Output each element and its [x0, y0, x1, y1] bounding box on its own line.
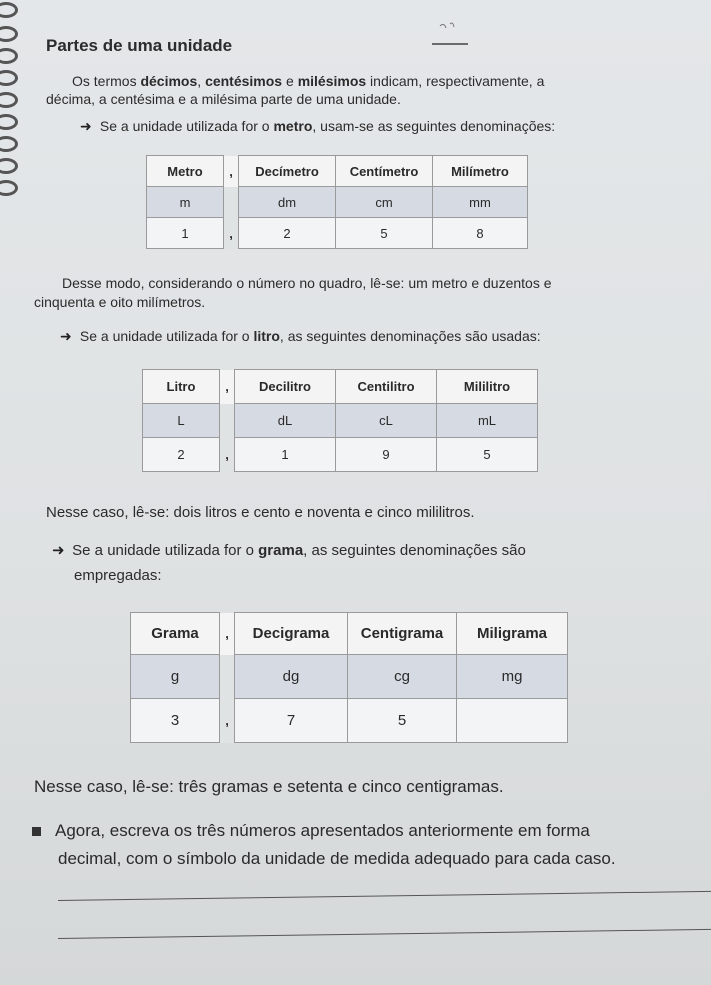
header-decilitro: Decilitro: [235, 370, 336, 404]
value-cell: 2: [143, 438, 220, 472]
pencil-mark: [430, 18, 470, 48]
value-cell: 1: [235, 438, 336, 472]
value-cell: 9: [336, 438, 437, 472]
header-decimetro: Decímetro: [239, 156, 336, 187]
answer-line[interactable]: [58, 929, 711, 939]
symbol-cg: cg: [348, 655, 457, 699]
bullet-grama-line2: empregadas:: [74, 567, 162, 584]
value-cell: 1: [147, 218, 224, 249]
header-centilitro: Centilitro: [336, 370, 437, 404]
bullet-bold: metro: [273, 118, 313, 134]
bullet-text: , usam-se as seguintes denominações:: [312, 118, 556, 134]
value-cell: 5: [336, 218, 433, 249]
value-cell: 2: [239, 218, 336, 249]
value-cell: 5: [348, 699, 457, 743]
value-cell: [457, 699, 568, 743]
task-line1: [32, 818, 590, 844]
header-metro: Metro: [147, 156, 224, 187]
value-comma: ,: [224, 218, 239, 249]
bullet-text: Se a unidade utilizada for o: [72, 542, 259, 559]
value-cell: 8: [433, 218, 528, 249]
bullet-grama: [52, 540, 526, 562]
header-centimetro: Centímetro: [336, 156, 433, 187]
bullet-text: , as seguintes denominações são: [303, 542, 526, 559]
read-metro-line2: cinquenta e oito milímetros.: [34, 294, 206, 310]
intro-bold-decimos: décimos: [140, 73, 198, 89]
value-comma: ,: [220, 699, 235, 743]
header-centigrama: Centigrama: [348, 613, 457, 655]
bullet-bold: grama: [258, 542, 304, 559]
intro-text: Os termos: [72, 73, 141, 89]
header-grama: Grama: [131, 613, 220, 655]
intro-text: e: [282, 73, 298, 89]
task-line2: decimal, com o símbolo da unidade de medida adequado para cada caso.: [58, 849, 616, 868]
square-bullet-icon: [32, 827, 41, 836]
symbol-dg: dg: [235, 655, 348, 699]
value-cell: 3: [131, 699, 220, 743]
value-comma: ,: [220, 438, 235, 472]
bullet-text: Se a unidade utilizada for o: [99, 118, 274, 134]
header-comma: ,: [224, 156, 239, 187]
bullet-litro: [60, 327, 541, 346]
symbol-L: L: [143, 404, 220, 438]
header-miligrama: Miligrama: [457, 613, 568, 655]
spiral-binding: [0, 0, 16, 200]
symbol-sep: [220, 404, 235, 438]
table-litro: [142, 369, 538, 472]
read-metro-line1: Desse modo, considerando o número no quadro, lê-se: um metro e duzentos e: [62, 275, 552, 291]
value-cell: 7: [235, 699, 348, 743]
table-metro: [146, 155, 528, 249]
symbol-sep: [224, 187, 239, 218]
symbol-dL: dL: [235, 404, 336, 438]
answer-line[interactable]: [58, 891, 711, 901]
header-milimetro: Milímetro: [433, 156, 528, 187]
header-mililitro: Mililitro: [437, 370, 538, 404]
intro-line2: décima, a centésima e a milésima parte de uma unidade.: [46, 91, 401, 107]
arrow-right-icon: ➜: [80, 118, 92, 134]
task-text: Agora, escreva os três números apresentados anteriormente em forma: [55, 821, 590, 840]
header-litro: Litro: [143, 370, 220, 404]
symbol-g: g: [131, 655, 220, 699]
page-title: Partes de uma unidade: [46, 36, 233, 55]
header-comma: ,: [220, 613, 235, 655]
symbol-mg: mg: [457, 655, 568, 699]
symbol-m: m: [147, 187, 224, 218]
symbol-mL: mL: [437, 404, 538, 438]
symbol-sep: [220, 655, 235, 699]
value-cell: 5: [437, 438, 538, 472]
table-grama: [130, 612, 568, 743]
intro-text: ,: [197, 73, 206, 89]
arrow-right-icon: ➜: [52, 542, 65, 559]
symbol-cL: cL: [336, 404, 437, 438]
intro-text: indicam, respectivamente, a: [366, 73, 545, 89]
intro-paragraph: [72, 72, 544, 91]
intro-bold-milesimos: milésimos: [297, 73, 367, 89]
arrow-right-icon: ➜: [60, 328, 72, 344]
intro-bold-centesimos: centésimos: [205, 73, 283, 89]
symbol-mm: mm: [433, 187, 528, 218]
bullet-text: , as seguintes denominações são usadas:: [279, 328, 541, 344]
symbol-cm: cm: [336, 187, 433, 218]
read-grama: Nesse caso, lê-se: três gramas e setenta e cinco centigramas.: [34, 777, 504, 796]
read-litro: Nesse caso, lê-se: dois litros e cento e noventa e cinco mililitros.: [46, 504, 475, 521]
header-decigrama: Decigrama: [235, 613, 348, 655]
header-comma: ,: [220, 370, 235, 404]
bullet-metro: [80, 117, 555, 136]
symbol-dm: dm: [239, 187, 336, 218]
bullet-text: Se a unidade utilizada for o: [79, 328, 254, 344]
bullet-bold: litro: [253, 328, 280, 344]
